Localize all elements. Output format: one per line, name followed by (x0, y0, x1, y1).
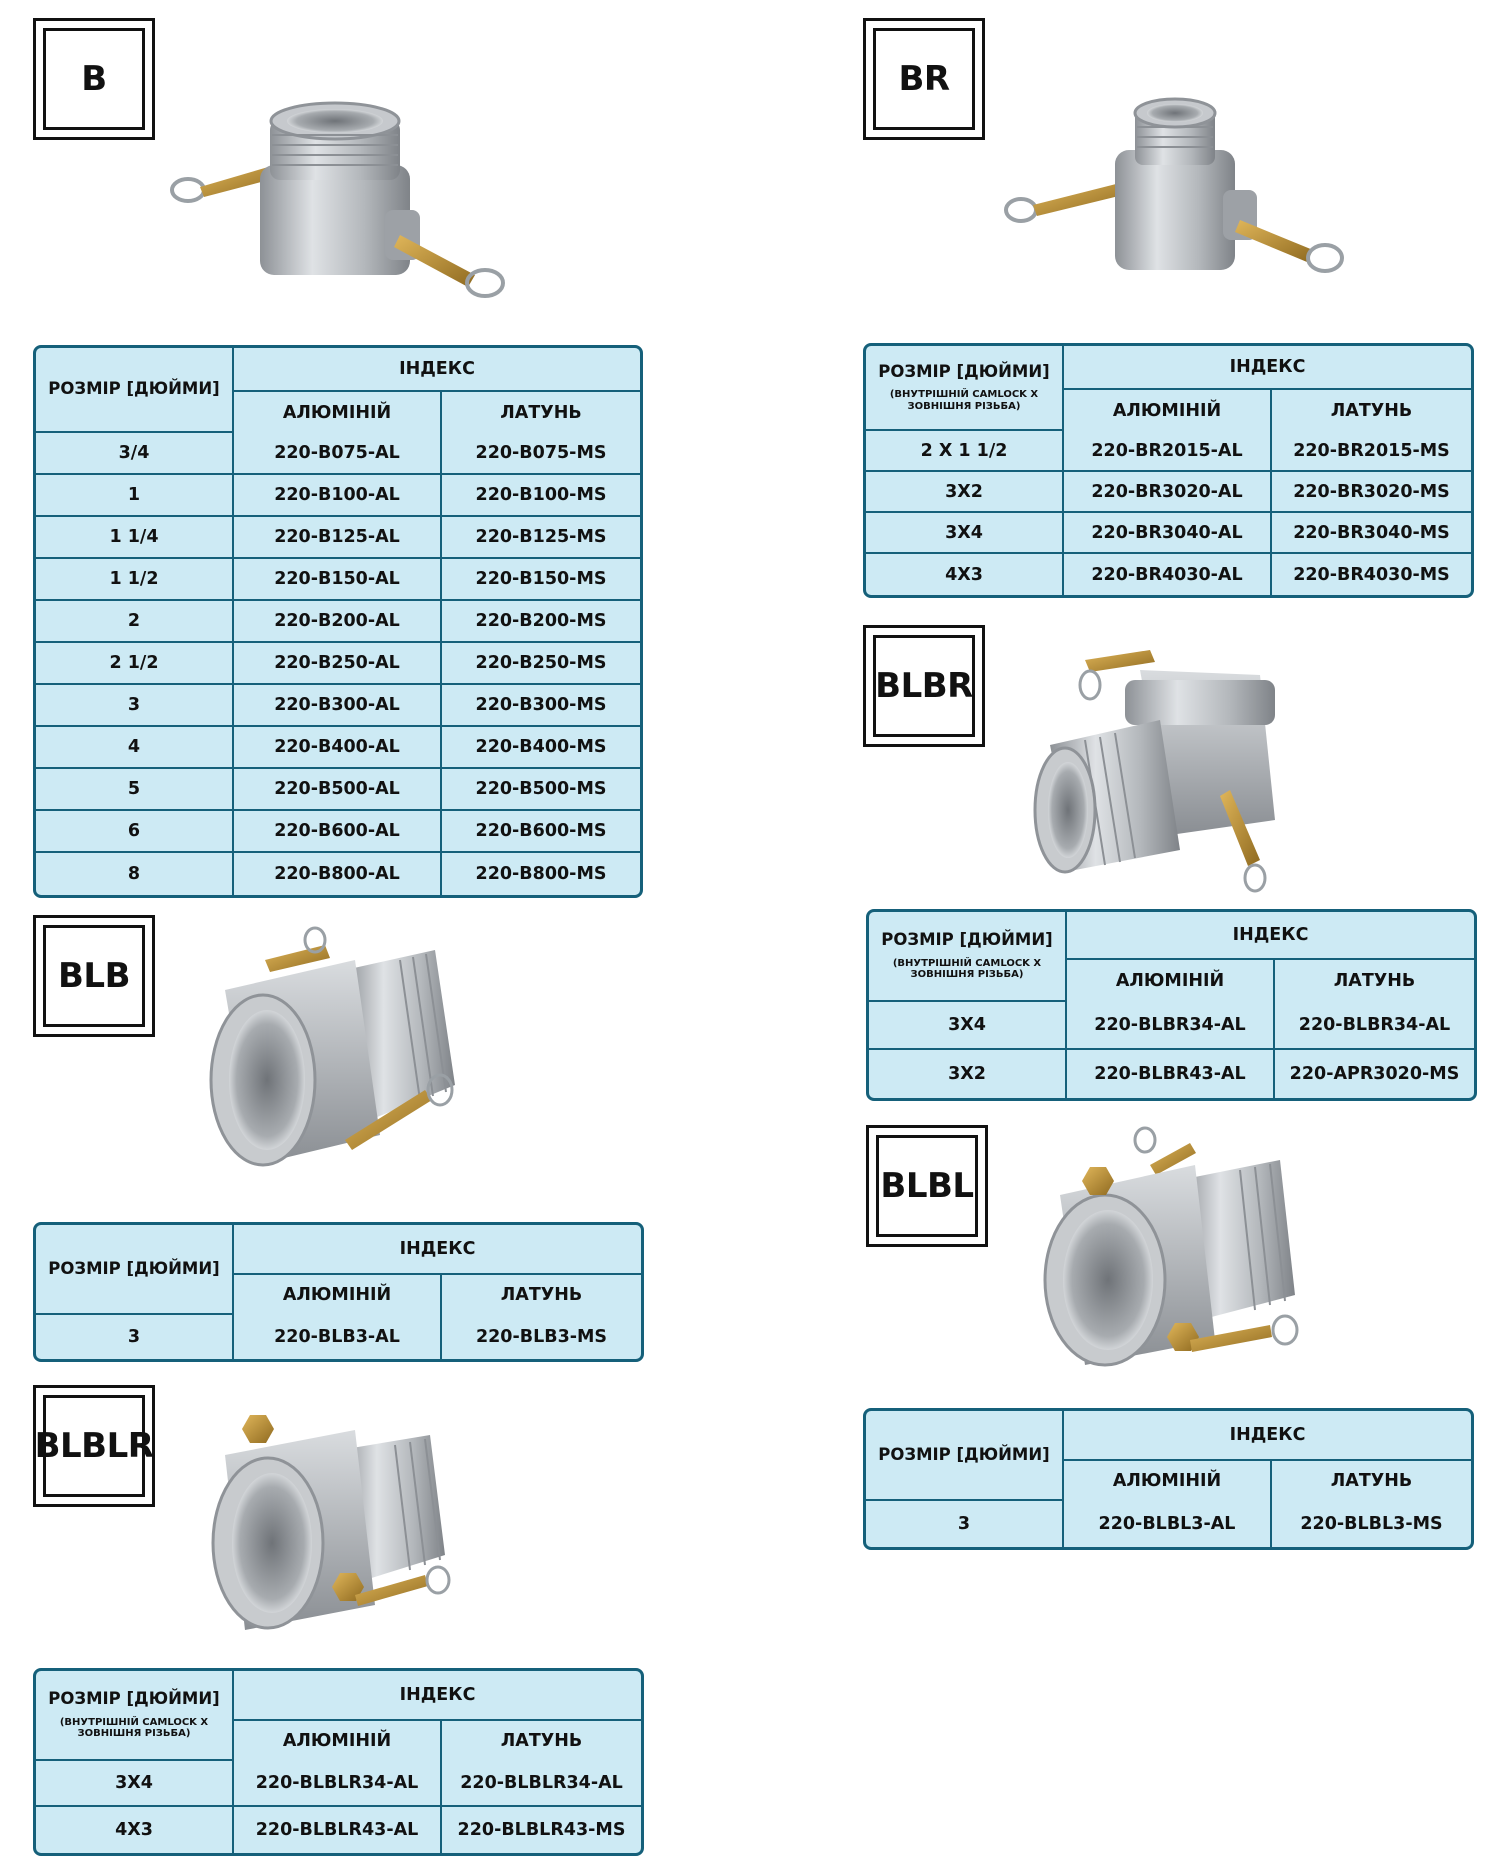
aluminium-index-cell: 220-B400-AL (234, 727, 442, 769)
aluminium-index-cell: 220-B075-AL (234, 433, 442, 475)
brass-index-cell: 220-B400-MS (442, 727, 640, 769)
header-size-blblr (36, 1671, 234, 1761)
aluminium-index-cell: 220-BR4030-AL (1064, 554, 1272, 595)
table-row (36, 685, 640, 727)
aluminium-index-cell: 220-BLBLR34-AL (234, 1761, 442, 1807)
table-row (866, 554, 1471, 595)
aluminium-index-cell: 220-B125-AL (234, 517, 442, 559)
size-cell: 3/4 (36, 433, 234, 475)
header-brass: ЛАТУНЬ (1330, 400, 1413, 421)
brass-index-cell: 220-BLBR34-AL (1275, 1002, 1474, 1050)
header-size-blbr (869, 912, 1067, 1002)
aluminium-index-cell: 220-BR3040-AL (1064, 513, 1272, 554)
table-row (36, 1807, 641, 1853)
brass-index-cell: 220-BR3020-MS (1272, 472, 1471, 513)
table-row (866, 431, 1471, 472)
camlock-coupler-b-image (160, 95, 510, 305)
aluminium-index-cell: 220-BLBR43-AL (1067, 1050, 1275, 1098)
header-brass: ЛАТУНЬ (1330, 1471, 1413, 1491)
spec-table-b (33, 345, 643, 898)
brass-index-cell: 220-BR2015-MS (1272, 431, 1471, 472)
size-cell: 8 (36, 853, 234, 895)
type-label-box-blbr (863, 625, 985, 747)
header-aluminium: АЛЮМІНІЙ (234, 1721, 442, 1761)
brass-index-cell: 220-B300-MS (442, 685, 640, 727)
header-aluminium: АЛЮМІНІЙ (234, 392, 442, 433)
size-cell: 4X3 (36, 1807, 234, 1853)
table-row (36, 601, 640, 643)
table-row (36, 433, 640, 475)
header-aluminium: АЛЮМІНІЙ (1067, 960, 1275, 1002)
brass-index-cell: 220-B100-MS (442, 475, 640, 517)
size-cell: 2 1/2 (36, 643, 234, 685)
camlock-coupler-blbl-image (1030, 1125, 1315, 1380)
brass-index-cell: 220-B600-MS (442, 811, 640, 853)
table-row (36, 1761, 641, 1807)
size-cell: 2 (36, 601, 234, 643)
header-index: ІНДЕКС (234, 348, 640, 392)
aluminium-index-cell: 220-BR2015-AL (1064, 431, 1272, 472)
header-size: РОЗМІР [ДЮЙМИ] (48, 1689, 220, 1709)
brass-index-cell: 220-BLBLR34-AL (442, 1761, 641, 1807)
header-size-br (866, 346, 1064, 431)
brass-index-cell: 220-APR3020-MS (1289, 1064, 1460, 1084)
header-index: ІНДЕКС (1064, 1411, 1471, 1461)
table-row (36, 517, 640, 559)
brass-index-cell: 220-B150-MS (442, 559, 640, 601)
table-row (36, 475, 640, 517)
aluminium-index-cell: 220-B800-AL (234, 853, 442, 895)
size-cell: 3X2 (866, 472, 1064, 513)
table-row (866, 472, 1471, 513)
header-brass: ЛАТУНЬ (500, 402, 582, 423)
table-row (869, 1002, 1474, 1050)
table-row (866, 513, 1471, 554)
size-cell: 3X4 (36, 1761, 234, 1807)
spec-table-blbl (863, 1408, 1474, 1550)
table-row (36, 769, 640, 811)
header-size: РОЗМІР [ДЮЙМИ] (881, 930, 1053, 950)
size-cell: 2 X 1 1/2 (866, 431, 1064, 472)
table-row (36, 727, 640, 769)
type-label-box-blblr (33, 1385, 155, 1507)
brass-index-cell: 220-B075-MS (442, 433, 640, 475)
size-cell: 3X4 (866, 513, 1064, 554)
header-brass: ЛАТУНЬ (500, 1285, 583, 1305)
brass-index-cell: 220-B250-MS (442, 643, 640, 685)
spec-table-br (863, 343, 1474, 598)
header-size-note: (ВНУТРІШНІЙ CAMLOCK X ЗОВНІШНЯ РІЗЬБА) (59, 1716, 209, 1740)
size-cell: 3 (36, 685, 234, 727)
size-cell: 1 (36, 475, 234, 517)
aluminium-index-cell: 220-BR3020-AL (1064, 472, 1272, 513)
brass-index-cell: 220-BLBLR43-MS (457, 1820, 626, 1840)
size-cell: 4X3 (866, 554, 1064, 595)
brass-index-cell: 220-B500-MS (442, 769, 640, 811)
size-cell: 3X4 (869, 1002, 1067, 1050)
camlock-coupler-blbr-image (1030, 640, 1320, 895)
header-size-note: (ВНУТРІШНІЙ CAMLOCK X ЗОВНІШНЯ РІЗЬБА) (889, 389, 1039, 412)
aluminium-index-cell: 220-B100-AL (234, 475, 442, 517)
aluminium-index-cell: 220-B200-AL (234, 601, 442, 643)
type-label-blbr: BLBR (875, 666, 973, 706)
size-cell: 1 1/4 (36, 517, 234, 559)
camlock-coupler-blb-image (195, 920, 475, 1190)
header-index: ІНДЕКС (234, 1671, 641, 1721)
header-index: ІНДЕКС (1067, 912, 1474, 960)
size-cell: 1 1/2 (36, 559, 234, 601)
aluminium-index-cell: 220-BLBR34-AL (1067, 1002, 1275, 1050)
type-label-box-blbl (866, 1125, 988, 1247)
brass-index-cell: 220-B125-MS (442, 517, 640, 559)
type-label-box-b (33, 18, 155, 140)
header-aluminium: АЛЮМІНІЙ (234, 1275, 442, 1315)
brass-index-cell: 220-BR3040-MS (1272, 513, 1471, 554)
type-label-br: BR (898, 59, 950, 99)
header-size-note: (ВНУТРІШНІЙ CAMLOCK X ЗОВНІШНЯ РІЗЬБА) (892, 957, 1042, 981)
aluminium-index-cell: 220-BLBL3-AL (1064, 1501, 1272, 1547)
type-label-b: B (81, 59, 107, 99)
aluminium-index-cell: 220-B150-AL (234, 559, 442, 601)
brass-index-cell: 220-B200-MS (442, 601, 640, 643)
camlock-coupler-br-image (995, 95, 1350, 290)
spec-table-blblr (33, 1668, 644, 1856)
type-label-box-blb (33, 915, 155, 1037)
header-brass: ЛАТУНЬ (1333, 971, 1416, 991)
header-index: ІНДЕКС (1064, 346, 1471, 390)
header-brass: ЛАТУНЬ (500, 1731, 583, 1751)
type-label-box-br (863, 18, 985, 140)
size-cell: 3 (36, 1315, 234, 1359)
aluminium-index-cell: 220-BLBLR43-AL (234, 1807, 442, 1853)
size-cell: 6 (36, 811, 234, 853)
table-row (36, 559, 640, 601)
aluminium-index-cell: 220-B600-AL (234, 811, 442, 853)
aluminium-index-cell: 220-B300-AL (234, 685, 442, 727)
brass-index-cell: 220-B800-MS (475, 864, 607, 884)
aluminium-index-cell: 220-BLB3-AL (234, 1315, 442, 1359)
header-aluminium: АЛЮМІНІЙ (1064, 1461, 1272, 1501)
brass-index-cell: 220-BLB3-MS (475, 1327, 608, 1347)
type-label-blbl: BLBL (880, 1166, 974, 1206)
brass-index-cell: 220-BLBL3-MS (1300, 1514, 1443, 1534)
header-size: РОЗМІР [ДЮЙМИ] (866, 1411, 1064, 1501)
header-size: РОЗМІР [ДЮЙМИ] (36, 348, 234, 433)
size-cell: 3X2 (869, 1050, 1067, 1098)
spec-table-blbr (866, 909, 1477, 1101)
header-size: РОЗМІР [ДЮЙМИ] (36, 1225, 234, 1315)
camlock-coupler-blblr-image (200, 1395, 465, 1640)
table-row (36, 853, 640, 895)
header-size: РОЗМІР [ДЮЙМИ] (878, 361, 1050, 381)
size-cell: 3 (866, 1501, 1064, 1547)
table-row (36, 643, 640, 685)
table-row (36, 811, 640, 853)
aluminium-index-cell: 220-B250-AL (234, 643, 442, 685)
header-index: ІНДЕКС (234, 1225, 641, 1275)
aluminium-index-cell: 220-B500-AL (234, 769, 442, 811)
size-cell: 4 (36, 727, 234, 769)
brass-index-cell: 220-BR4030-MS (1293, 564, 1450, 585)
header-aluminium: АЛЮМІНІЙ (1064, 390, 1272, 431)
table-row (869, 1050, 1474, 1098)
table-row (36, 1315, 641, 1359)
spec-table-blb (33, 1222, 644, 1362)
table-row (866, 1501, 1471, 1547)
type-label-blblr: BLBLR (34, 1426, 154, 1466)
type-label-blb: BLB (58, 956, 130, 996)
size-cell: 5 (36, 769, 234, 811)
